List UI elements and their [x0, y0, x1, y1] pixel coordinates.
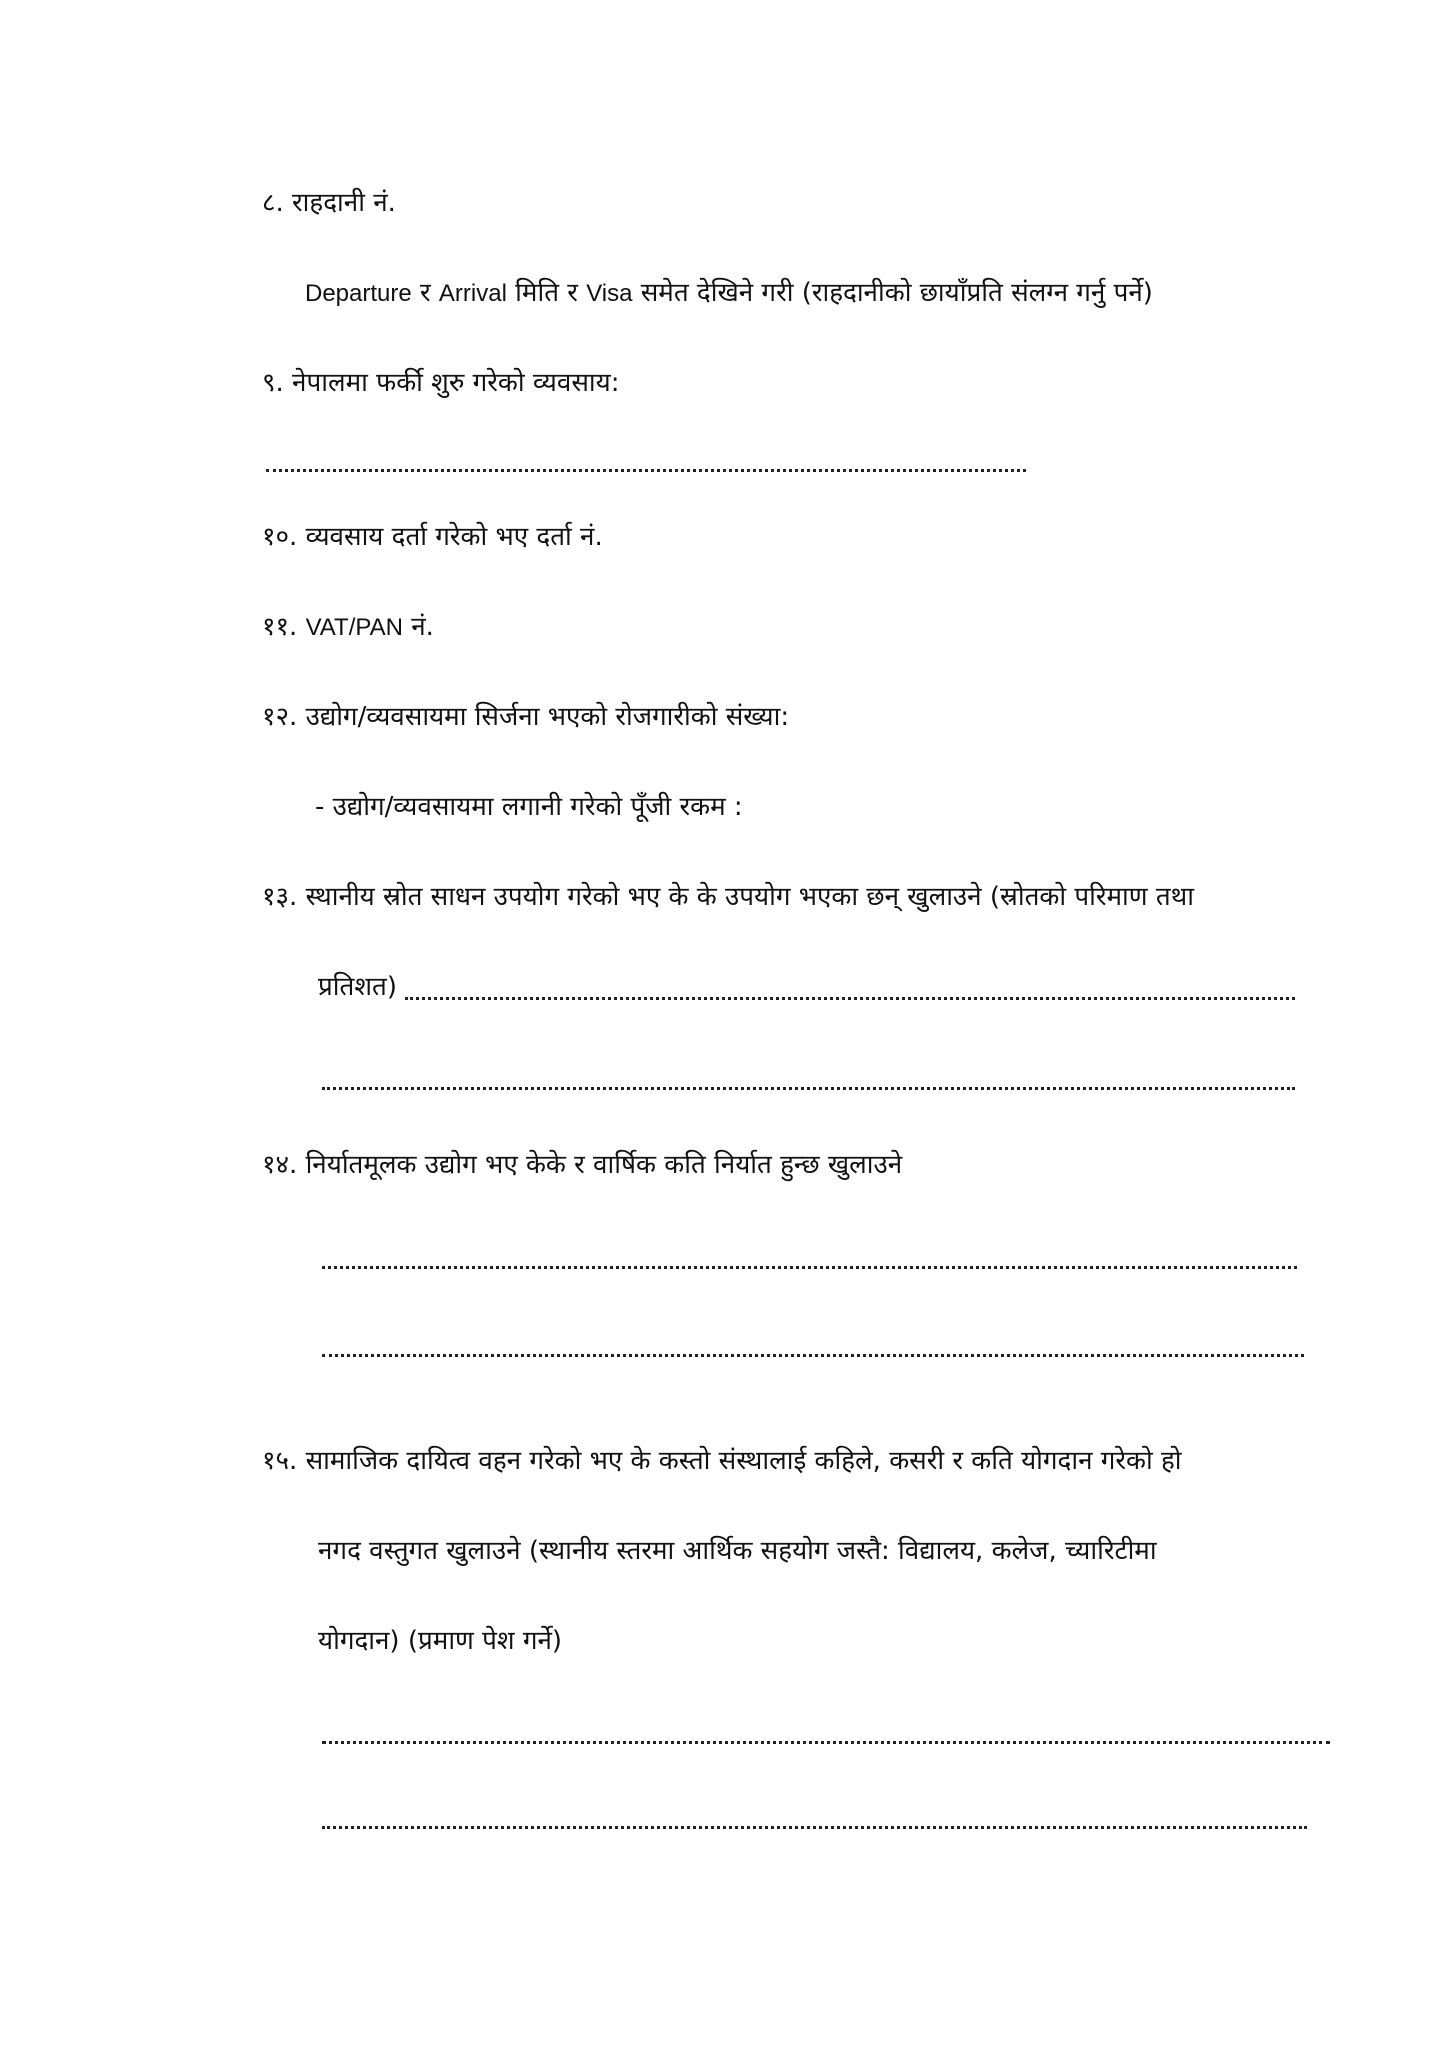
date-and-text: मिति र [506, 278, 587, 308]
item-12-capital-label: - उद्योग/व्यवसायमा लगानी गरेको पूँजी रकम : [315, 792, 743, 822]
item-13-fill-line-1[interactable] [405, 993, 1295, 1000]
item-15-contribution-proof-label: योगदान) (प्रमाण पेश गर्ने) [318, 1626, 563, 1656]
arrival-text: Arrival [438, 280, 507, 307]
item-15-cash-kind-label: नगद वस्तुगत खुलाउने (स्थानीय स्तरमा आर्थिक सहयोग जस्तै: विद्यालय, कलेज, च्यारिटीमा [318, 1536, 1157, 1566]
vat-pan-text: VAT/PAN [305, 614, 403, 641]
item-14-export-label: १४. निर्यातमूलक उद्योग भए केके र वार्षिक कति निर्यात हुन्छ खुलाउने [262, 1150, 903, 1180]
item-8-passport-note [305, 276, 1153, 311]
item-15-fill-line-2[interactable] [322, 1822, 1307, 1829]
item-13-local-resources-label: १३. स्थानीय स्रोत साधन उपयोग गरेको भए के के उपयोग भएका छन् खुलाउने (स्रोतको परिमाण तथा [262, 882, 1195, 912]
item-15-social-responsibility-label: १५. सामाजिक दायित्व वहन गरेको भए के कस्तो संस्थालाई कहिले, कसरी र कति योगदान गरेको हो [262, 1446, 1182, 1476]
item-9-business-label: ९. नेपालमा फर्की शुरु गरेको व्यवसाय: [262, 368, 620, 398]
item-11-vat-pan-label [262, 610, 434, 645]
passport-copy-note: समेत देखिने गरी (राहदानीको छायाँप्रति संलग्न गर्नु पर्ने) [632, 278, 1153, 308]
item-13-percentage-label: प्रतिशत) [318, 972, 397, 1002]
item-11-number: ११. [262, 612, 306, 642]
item-14-fill-line-1[interactable] [322, 1262, 1297, 1269]
item-14-fill-line-2[interactable] [322, 1350, 1304, 1357]
item-11-suffix: नं. [402, 612, 434, 642]
item-10-registration-label: १०. व्यवसाय दर्ता गरेको भए दर्ता नं. [262, 522, 603, 552]
item-15-fill-line-1[interactable] [322, 1737, 1330, 1744]
item-13-fill-line-2[interactable] [322, 1083, 1295, 1090]
item-12-employment-label: १२. उद्योग/व्यवसायमा सिर्जना भएको रोजगारीको संख्या: [262, 702, 790, 732]
item-8-passport-number-label: ८. राहदानी नं. [262, 188, 396, 218]
item-9-fill-line[interactable] [266, 465, 1026, 472]
visa-text: Visa [586, 280, 633, 307]
and-text: र [411, 278, 439, 308]
departure-text: Departure [305, 280, 412, 307]
